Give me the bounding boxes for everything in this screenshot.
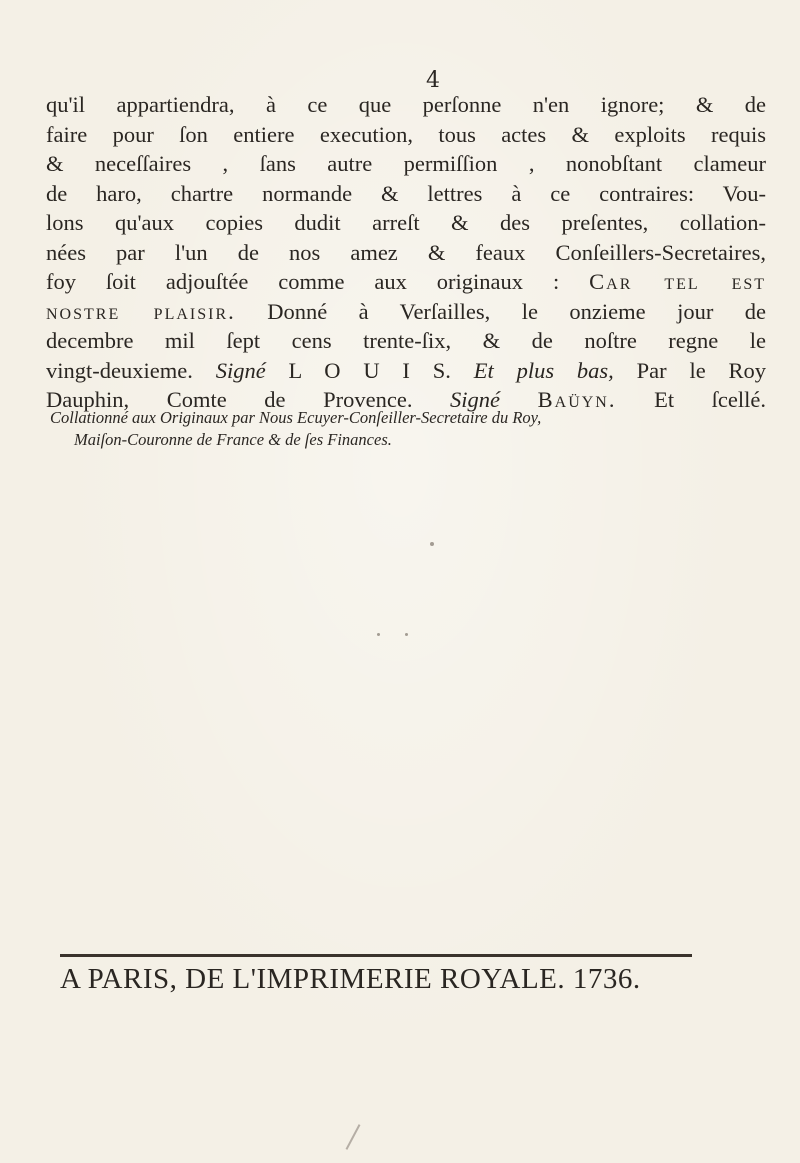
collation-note <box>50 407 770 451</box>
sealed-text: Et ſcellé. <box>654 387 767 412</box>
collation-line: Collationné aux Originaux par Nous Ecuyer-Conſeiller-Secretaire du Roy, <box>50 408 542 427</box>
collation-line: Maiſon-Couronne de France & de ſes Finances. <box>74 430 392 449</box>
imprint-line: A PARIS, DE L'IMPRIMERIE ROYALE. 1736. <box>60 963 641 995</box>
king-name: L O U I S. <box>288 357 451 383</box>
body-line-text: Par le Roy <box>636 357 767 383</box>
formula-nostre-plaisir: nostre plaisir. <box>46 298 236 324</box>
body-line <box>46 297 766 327</box>
page-number: 4 <box>426 68 440 93</box>
pencil-mark <box>346 1124 361 1150</box>
body-line: lons qu'aux copies dudit arreſt & des preſentes, collation- <box>46 210 766 235</box>
body-line-text: Donné à Verſailles, le onzieme jour de <box>267 298 767 324</box>
body-line: & neceſſaires , ſans autre permiſſion , nonobſtant clameur <box>46 151 766 176</box>
body-text <box>46 90 766 415</box>
below-label: Et plus bas, <box>473 357 614 383</box>
body-line <box>46 267 766 297</box>
signed-label: Signé <box>450 387 501 412</box>
body-line: decembre mil ſept cens trente-ſix, & de noſtre regne le <box>46 328 766 353</box>
body-line-text: foy ſoit adjouſtée comme aux originaux : <box>46 269 560 294</box>
formula-car-tel-est: Car tel est <box>589 269 767 294</box>
body-line: de haro, chartre normande & lettres à ce contraires: Vou- <box>46 180 766 206</box>
body-line: faire pour ſon entiere execution, tous actes & exploits requis <box>46 121 766 147</box>
body-line: qu'il appartiendra, à ce que perſonne n'en ignore; & de <box>46 92 766 117</box>
horizontal-rule <box>60 954 692 957</box>
signatory-name: Baüyn. <box>537 387 617 412</box>
ink-speck <box>405 633 408 636</box>
body-line-text: Dauphin, Comte de Provence. <box>46 387 413 412</box>
signed-label: Signé <box>215 357 266 383</box>
body-line: nées par l'un de nos amez & feaux Conſeillers-Secretaires, <box>46 239 766 265</box>
body-line-text: vingt-deuxieme. <box>46 357 193 383</box>
body-line <box>46 356 766 386</box>
ink-speck <box>377 633 380 636</box>
ink-speck <box>430 542 434 546</box>
